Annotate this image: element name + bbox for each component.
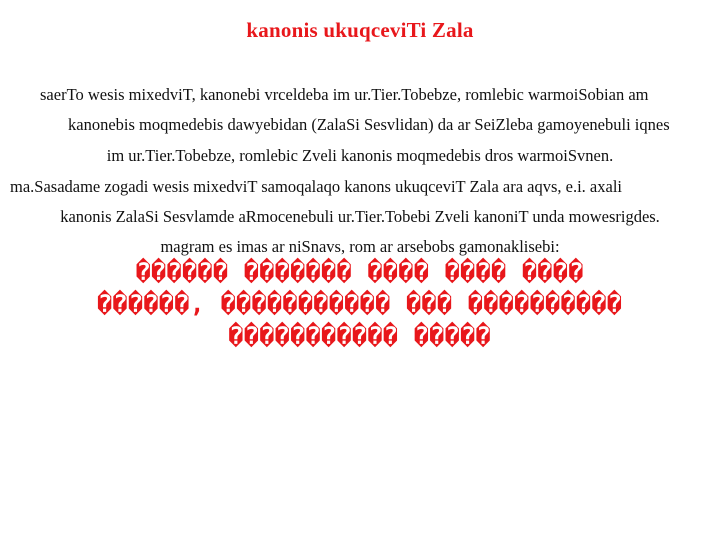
garbled-text-line: ������ ������� ���� ���� ���� <box>135 258 585 286</box>
paragraph-line: im ur.Tier.Tobebze, romlebic Zveli kanonis moqmedebis dros warmoiSvnen. <box>106 146 614 165</box>
paragraph-line: kanonis ZalaSi Sesvlamde aRmocenebuli ur.Tier.Tobebi Zveli kanoniT unda mowesrigdes. <box>60 207 660 226</box>
paragraph-line: ma.Sasadame zogadi wesis mixedviT samoqalaqo kanons ukuqceviT Zala ara aqvs, e.i. axali <box>10 177 622 196</box>
garbled-text-line: ������, ����������� ��� ���������� <box>97 290 623 318</box>
garbled-text-line: ����������� ����� <box>228 322 492 350</box>
slide-title: kanonis ukuqceviTi Zala <box>246 18 474 42</box>
paragraph-line: kanonebis moqmedebis dawyebidan (ZalaSi Sesvlidan) da ar SeiZleba gamoyenebuli iqnes <box>68 115 670 134</box>
paragraph-line: saerTo wesis mixedviT, kanonebi vrceldeba im ur.Tier.Tobebze, romlebic warmoiSobian am <box>40 85 649 104</box>
paragraph-line: magram es imas ar niSnavs, rom ar arsebobs gamonaklisebi: <box>160 237 560 256</box>
